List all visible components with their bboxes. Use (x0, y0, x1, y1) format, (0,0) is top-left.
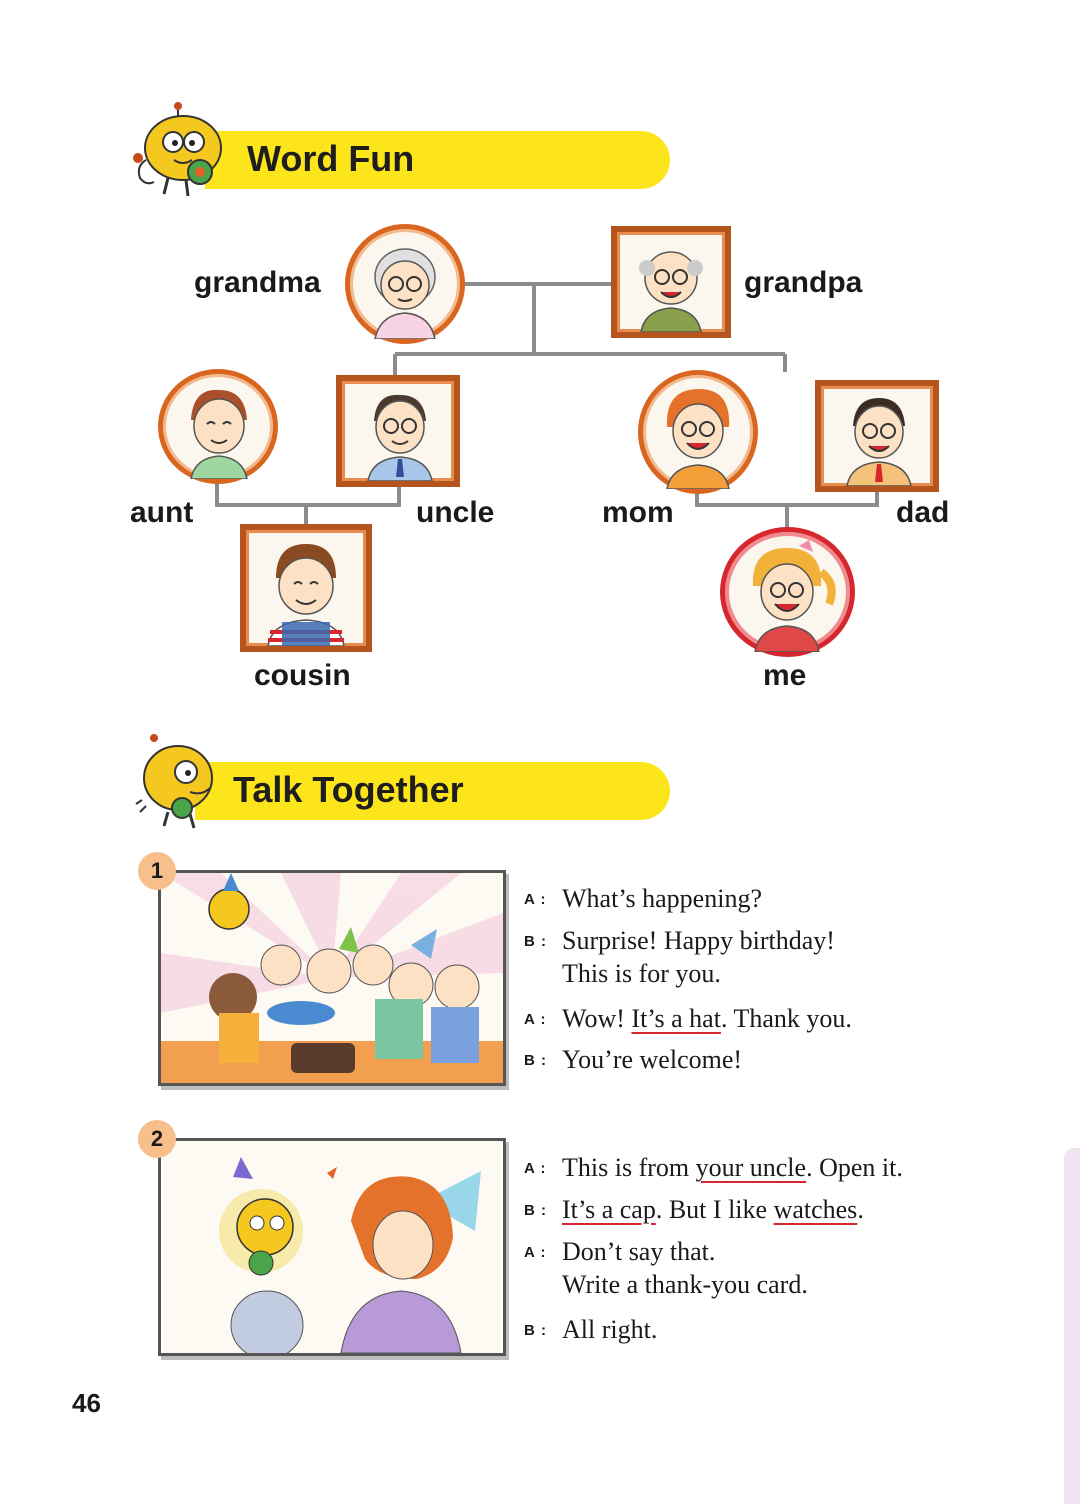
label-me: me (763, 659, 807, 692)
dialog-line (524, 884, 1024, 926)
grandpa-face-icon (617, 232, 725, 332)
party-scene-icon (161, 873, 503, 1083)
dialog-text: Surprise! Happy birthday! (562, 926, 835, 955)
dialog-line (524, 959, 1024, 1004)
target-phrase: watches (773, 1195, 858, 1224)
uncle-portrait (336, 375, 460, 487)
dialog-number-badge: 1 (138, 852, 176, 890)
target-phrase: It’s a hat (631, 1004, 721, 1033)
dialog-line (524, 1315, 1024, 1349)
me-face-icon (725, 532, 850, 652)
dialog-text: It’s a cap. But I like watches. (562, 1195, 864, 1224)
label-grandma: grandma (194, 266, 321, 299)
birthday-party-scene (158, 870, 506, 1086)
dialog-line (524, 1004, 1024, 1045)
cousin-portrait (240, 524, 372, 652)
grandma-face-icon (350, 229, 460, 339)
dialog-1 (524, 884, 1024, 1079)
label-grandpa: grandpa (744, 266, 863, 299)
dad-portrait (815, 380, 939, 492)
dialog-2 (524, 1153, 1024, 1349)
word-fun-title: Word Fun (247, 138, 415, 179)
dialog-text: Wow! It’s a hat. Thank you. (562, 1004, 852, 1033)
cousin-face-icon (246, 530, 366, 646)
dialog-line (524, 1270, 1024, 1315)
speaker-label: B : (524, 933, 548, 950)
label-aunt: aunt (130, 496, 194, 529)
dialog-line (524, 926, 1024, 959)
dialog-text: Don’t say that. (562, 1237, 716, 1266)
family-tree-connectors (0, 0, 1080, 700)
mom-face-icon (643, 375, 753, 489)
dialog-text: This is for you. (562, 959, 721, 988)
gift-unwrapping-scene (158, 1138, 506, 1356)
dialog-line (524, 1195, 1024, 1237)
speaker-label: A : (524, 1011, 547, 1028)
target-phrase: your uncle (695, 1153, 807, 1182)
dialog-line (524, 1045, 1024, 1079)
dialog-number-badge: 2 (138, 1120, 176, 1158)
page-number: 46 (72, 1388, 101, 1418)
aunt-face-icon (163, 374, 273, 479)
label-mom: mom (602, 496, 674, 529)
speaker-label: A : (524, 1244, 547, 1261)
speaker-label: A : (524, 891, 547, 908)
mom-portrait (638, 370, 758, 494)
dialog-text: What’s happening? (562, 884, 762, 913)
label-uncle: uncle (416, 496, 495, 529)
aunt-portrait (158, 369, 278, 484)
speaker-label: B : (524, 1052, 548, 1069)
speaker-label: A : (524, 1160, 547, 1177)
dialog-line (524, 1237, 1024, 1270)
label-cousin: cousin (254, 659, 351, 692)
target-phrase: It’s a cap (562, 1195, 656, 1224)
speaker-label: B : (524, 1322, 548, 1339)
dialog-text: Write a thank-you card. (562, 1270, 808, 1299)
speaker-label: B : (524, 1202, 548, 1219)
grandpa-portrait (611, 226, 731, 338)
side-tab (1064, 1148, 1080, 1504)
dialog-line (524, 1153, 1024, 1195)
grandma-portrait (345, 224, 465, 344)
dad-face-icon (821, 386, 933, 486)
dialog-text: This is from your uncle. Open it. (562, 1153, 903, 1182)
mascot-talking-icon (132, 730, 232, 830)
dialog-text: You’re welcome! (562, 1045, 743, 1074)
gift-scene-icon (161, 1141, 503, 1353)
me-portrait (720, 527, 855, 657)
label-dad: dad (896, 496, 950, 529)
dialog-text: All right. (562, 1315, 658, 1344)
talk-together-title: Talk Together (233, 769, 464, 810)
uncle-face-icon (342, 381, 454, 481)
